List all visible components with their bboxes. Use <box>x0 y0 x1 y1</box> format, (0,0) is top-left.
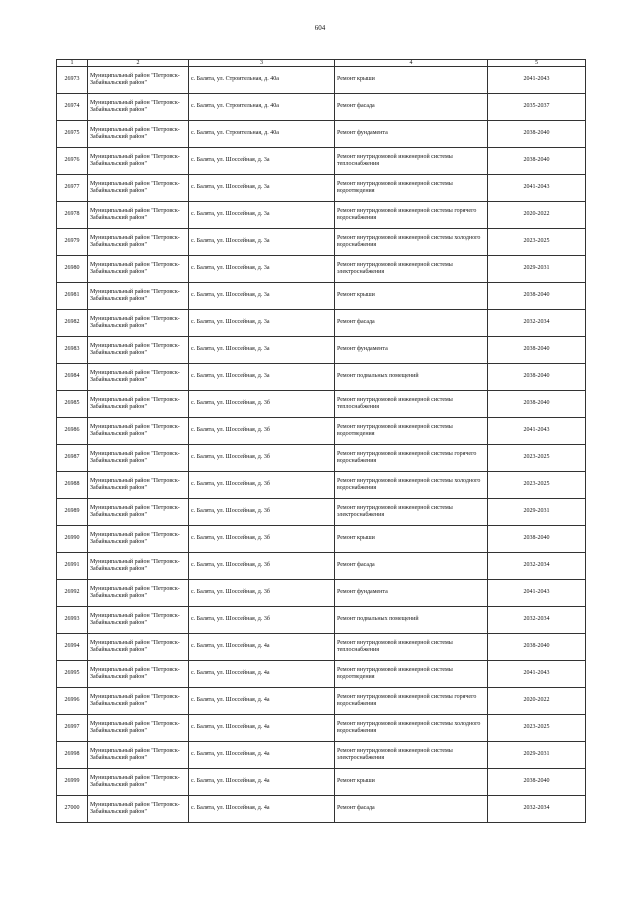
row-number: 26997 <box>57 715 88 742</box>
work-type-cell: Ремонт внутридомовой инженерной системы теплоснабжения <box>335 634 488 661</box>
row-number: 26988 <box>57 472 88 499</box>
address-cell: с. Балята, ул. Шоссейная, д. 3а <box>189 229 335 256</box>
row-number: 26985 <box>57 391 88 418</box>
header-row <box>57 60 586 67</box>
address-cell: с. Балята, ул. Шоссейная, д. 3б <box>189 499 335 526</box>
municipality-cell: Муниципальный район "Петровск-Забайкальский район" <box>88 742 189 769</box>
address-cell: с. Балята, ул. Шоссейная, д. 3б <box>189 580 335 607</box>
municipality-cell: Муниципальный район "Петровск-Забайкальский район" <box>88 634 189 661</box>
row-number: 26991 <box>57 553 88 580</box>
work-type-cell: Ремонт крыши <box>335 769 488 796</box>
table-row <box>57 175 586 202</box>
table-row <box>57 688 586 715</box>
municipality-cell: Муниципальный район "Петровск-Забайкальский район" <box>88 472 189 499</box>
period-cell: 2038-2040 <box>488 391 586 418</box>
address-cell: с. Балята, ул. Шоссейная, д. 4а <box>189 688 335 715</box>
row-number: 26974 <box>57 94 88 121</box>
work-type-cell: Ремонт внутридомовой инженерной системы электроснабжения <box>335 256 488 283</box>
table-row <box>57 607 586 634</box>
row-number: 26996 <box>57 688 88 715</box>
period-cell: 2038-2040 <box>488 337 586 364</box>
period-cell: 2029-2031 <box>488 256 586 283</box>
municipality-cell: Муниципальный район "Петровск-Забайкальский район" <box>88 202 189 229</box>
address-cell: с. Балята, ул. Шоссейная, д. 4а <box>189 661 335 688</box>
row-number: 26979 <box>57 229 88 256</box>
municipality-cell: Муниципальный район "Петровск-Забайкальский район" <box>88 67 189 94</box>
period-cell: 2041-2043 <box>488 175 586 202</box>
table-row <box>57 769 586 796</box>
period-cell: 2041-2043 <box>488 67 586 94</box>
work-type-cell: Ремонт крыши <box>335 67 488 94</box>
period-cell: 2029-2031 <box>488 499 586 526</box>
table-row <box>57 418 586 445</box>
table-row <box>57 553 586 580</box>
table-header <box>57 60 586 67</box>
work-type-cell: Ремонт подвальных помещений <box>335 607 488 634</box>
row-number: 26976 <box>57 148 88 175</box>
table-row <box>57 499 586 526</box>
municipality-cell: Муниципальный район "Петровск-Забайкальский район" <box>88 283 189 310</box>
table-body <box>57 67 586 823</box>
row-number: 26978 <box>57 202 88 229</box>
period-cell: 2038-2040 <box>488 283 586 310</box>
row-number: 26999 <box>57 769 88 796</box>
registry-table <box>56 59 586 823</box>
municipality-cell: Муниципальный район "Петровск-Забайкальский район" <box>88 796 189 823</box>
municipality-cell: Муниципальный район "Петровск-Забайкальский район" <box>88 418 189 445</box>
period-cell: 2023-2025 <box>488 472 586 499</box>
municipality-cell: Муниципальный район "Петровск-Забайкальский район" <box>88 715 189 742</box>
table-row <box>57 202 586 229</box>
address-cell: с. Балята, ул. Шоссейная, д. 4а <box>189 634 335 661</box>
municipality-cell: Муниципальный район "Петровск-Забайкальский район" <box>88 121 189 148</box>
address-cell: с. Балята, ул. Шоссейная, д. 3а <box>189 364 335 391</box>
row-number: 26992 <box>57 580 88 607</box>
header-col-5: 5 <box>488 60 586 67</box>
address-cell: с. Балята, ул. Шоссейная, д. 4а <box>189 796 335 823</box>
address-cell: с. Балята, ул. Шоссейная, д. 4а <box>189 715 335 742</box>
row-number: 26977 <box>57 175 88 202</box>
address-cell: с. Балята, ул. Шоссейная, д. 3б <box>189 445 335 472</box>
table-row <box>57 148 586 175</box>
row-number: 27000 <box>57 796 88 823</box>
address-cell: с. Балята, ул. Шоссейная, д. 3а <box>189 148 335 175</box>
address-cell: с. Балята, ул. Шоссейная, д. 3а <box>189 256 335 283</box>
header-col-3: 3 <box>189 60 335 67</box>
table-row <box>57 526 586 553</box>
municipality-cell: Муниципальный район "Петровск-Забайкальский район" <box>88 337 189 364</box>
work-type-cell: Ремонт внутридомовой инженерной системы холодного водоснабжения <box>335 472 488 499</box>
address-cell: с. Балята, ул. Шоссейная, д. 3б <box>189 391 335 418</box>
row-number: 26990 <box>57 526 88 553</box>
row-number: 26998 <box>57 742 88 769</box>
address-cell: с. Балята, ул. Шоссейная, д. 3а <box>189 202 335 229</box>
municipality-cell: Муниципальный район "Петровск-Забайкальский район" <box>88 499 189 526</box>
table-row <box>57 121 586 148</box>
municipality-cell: Муниципальный район "Петровск-Забайкальский район" <box>88 229 189 256</box>
table-row <box>57 229 586 256</box>
municipality-cell: Муниципальный район "Петровск-Забайкальский район" <box>88 256 189 283</box>
municipality-cell: Муниципальный район "Петровск-Забайкальский район" <box>88 445 189 472</box>
work-type-cell: Ремонт фундамента <box>335 121 488 148</box>
table-row <box>57 283 586 310</box>
municipality-cell: Муниципальный район "Петровск-Забайкальский район" <box>88 94 189 121</box>
work-type-cell: Ремонт внутридомовой инженерной системы электроснабжения <box>335 499 488 526</box>
table-row <box>57 715 586 742</box>
work-type-cell: Ремонт внутридомовой инженерной системы теплоснабжения <box>335 391 488 418</box>
municipality-cell: Муниципальный район "Петровск-Забайкальский район" <box>88 175 189 202</box>
work-type-cell: Ремонт внутридомовой инженерной системы водоотведения <box>335 175 488 202</box>
address-cell: с. Балята, ул. Шоссейная, д. 3б <box>189 418 335 445</box>
work-type-cell: Ремонт фундамента <box>335 337 488 364</box>
table-row <box>57 364 586 391</box>
header-col-1: 1 <box>57 60 88 67</box>
table-row <box>57 661 586 688</box>
row-number: 26994 <box>57 634 88 661</box>
work-type-cell: Ремонт подвальных помещений <box>335 364 488 391</box>
table-row <box>57 310 586 337</box>
address-cell: с. Балята, ул. Шоссейная, д. 3а <box>189 283 335 310</box>
period-cell: 2038-2040 <box>488 526 586 553</box>
municipality-cell: Муниципальный район "Петровск-Забайкальский район" <box>88 391 189 418</box>
row-number: 26975 <box>57 121 88 148</box>
period-cell: 2038-2040 <box>488 121 586 148</box>
row-number: 26995 <box>57 661 88 688</box>
address-cell: с. Балята, ул. Шоссейная, д. 3а <box>189 310 335 337</box>
table-row <box>57 67 586 94</box>
address-cell: с. Балята, ул. Шоссейная, д. 4а <box>189 769 335 796</box>
period-cell: 2020-2022 <box>488 202 586 229</box>
period-cell: 2038-2040 <box>488 364 586 391</box>
row-number: 26987 <box>57 445 88 472</box>
table-row <box>57 634 586 661</box>
municipality-cell: Муниципальный район "Петровск-Забайкальский район" <box>88 553 189 580</box>
work-type-cell: Ремонт фасада <box>335 94 488 121</box>
municipality-cell: Муниципальный район "Петровск-Забайкальский район" <box>88 607 189 634</box>
address-cell: с. Балята, ул. Строительная, д. 40а <box>189 67 335 94</box>
period-cell: 2041-2043 <box>488 418 586 445</box>
work-type-cell: Ремонт фасада <box>335 310 488 337</box>
row-number: 26989 <box>57 499 88 526</box>
table-row <box>57 796 586 823</box>
work-type-cell: Ремонт внутридомовой инженерной системы электроснабжения <box>335 742 488 769</box>
municipality-cell: Муниципальный район "Петровск-Забайкальский район" <box>88 364 189 391</box>
row-number: 26993 <box>57 607 88 634</box>
period-cell: 2038-2040 <box>488 148 586 175</box>
period-cell: 2029-2031 <box>488 742 586 769</box>
work-type-cell: Ремонт крыши <box>335 283 488 310</box>
work-type-cell: Ремонт внутридомовой инженерной системы горячего водоснабжения <box>335 445 488 472</box>
table-row <box>57 472 586 499</box>
period-cell: 2023-2025 <box>488 715 586 742</box>
period-cell: 2038-2040 <box>488 634 586 661</box>
work-type-cell: Ремонт внутридомовой инженерной системы холодного водоснабжения <box>335 229 488 256</box>
row-number: 26983 <box>57 337 88 364</box>
period-cell: 2032-2034 <box>488 310 586 337</box>
work-type-cell: Ремонт внутридомовой инженерной системы водоотведения <box>335 418 488 445</box>
table-row <box>57 580 586 607</box>
municipality-cell: Муниципальный район "Петровск-Забайкальский район" <box>88 148 189 175</box>
address-cell: с. Балята, ул. Шоссейная, д. 3б <box>189 607 335 634</box>
municipality-cell: Муниципальный район "Петровск-Забайкальский район" <box>88 526 189 553</box>
row-number: 26980 <box>57 256 88 283</box>
work-type-cell: Ремонт фасада <box>335 553 488 580</box>
work-type-cell: Ремонт фасада <box>335 796 488 823</box>
municipality-cell: Муниципальный район "Петровск-Забайкальский район" <box>88 769 189 796</box>
address-cell: с. Балята, ул. Строительная, д. 40а <box>189 94 335 121</box>
work-type-cell: Ремонт крыши <box>335 526 488 553</box>
municipality-cell: Муниципальный район "Петровск-Забайкальский район" <box>88 310 189 337</box>
header-col-4: 4 <box>335 60 488 67</box>
row-number: 26982 <box>57 310 88 337</box>
period-cell: 2023-2025 <box>488 445 586 472</box>
row-number: 26981 <box>57 283 88 310</box>
address-cell: с. Балята, ул. Шоссейная, д. 4а <box>189 742 335 769</box>
table-row <box>57 445 586 472</box>
municipality-cell: Муниципальный район "Петровск-Забайкальский район" <box>88 688 189 715</box>
municipality-cell: Муниципальный район "Петровск-Забайкальский район" <box>88 580 189 607</box>
work-type-cell: Ремонт внутридомовой инженерной системы холодного водоснабжения <box>335 715 488 742</box>
row-number: 26973 <box>57 67 88 94</box>
work-type-cell: Ремонт внутридомовой инженерной системы горячего водоснабжения <box>335 688 488 715</box>
address-cell: с. Балята, ул. Строительная, д. 40а <box>189 121 335 148</box>
period-cell: 2020-2022 <box>488 688 586 715</box>
header-col-2: 2 <box>88 60 189 67</box>
work-type-cell: Ремонт внутридомовой инженерной системы теплоснабжения <box>335 148 488 175</box>
row-number: 26986 <box>57 418 88 445</box>
period-cell: 2038-2040 <box>488 769 586 796</box>
address-cell: с. Балята, ул. Шоссейная, д. 3б <box>189 553 335 580</box>
work-type-cell: Ремонт внутридомовой инженерной системы горячего водоснабжения <box>335 202 488 229</box>
table-row <box>57 391 586 418</box>
address-cell: с. Балята, ул. Шоссейная, д. 3б <box>189 472 335 499</box>
address-cell: с. Балята, ул. Шоссейная, д. 3а <box>189 175 335 202</box>
period-cell: 2032-2034 <box>488 553 586 580</box>
table-row <box>57 337 586 364</box>
period-cell: 2041-2043 <box>488 661 586 688</box>
address-cell: с. Балята, ул. Шоссейная, д. 3а <box>189 337 335 364</box>
period-cell: 2041-2043 <box>488 580 586 607</box>
page-number: 604 <box>314 24 326 32</box>
row-number: 26984 <box>57 364 88 391</box>
work-type-cell: Ремонт фундамента <box>335 580 488 607</box>
period-cell: 2032-2034 <box>488 796 586 823</box>
table-row <box>57 94 586 121</box>
municipality-cell: Муниципальный район "Петровск-Забайкальский район" <box>88 661 189 688</box>
period-cell: 2035-2037 <box>488 94 586 121</box>
table-row <box>57 742 586 769</box>
period-cell: 2032-2034 <box>488 607 586 634</box>
work-type-cell: Ремонт внутридомовой инженерной системы водоотведения <box>335 661 488 688</box>
table-row <box>57 256 586 283</box>
address-cell: с. Балята, ул. Шоссейная, д. 3б <box>189 526 335 553</box>
period-cell: 2023-2025 <box>488 229 586 256</box>
